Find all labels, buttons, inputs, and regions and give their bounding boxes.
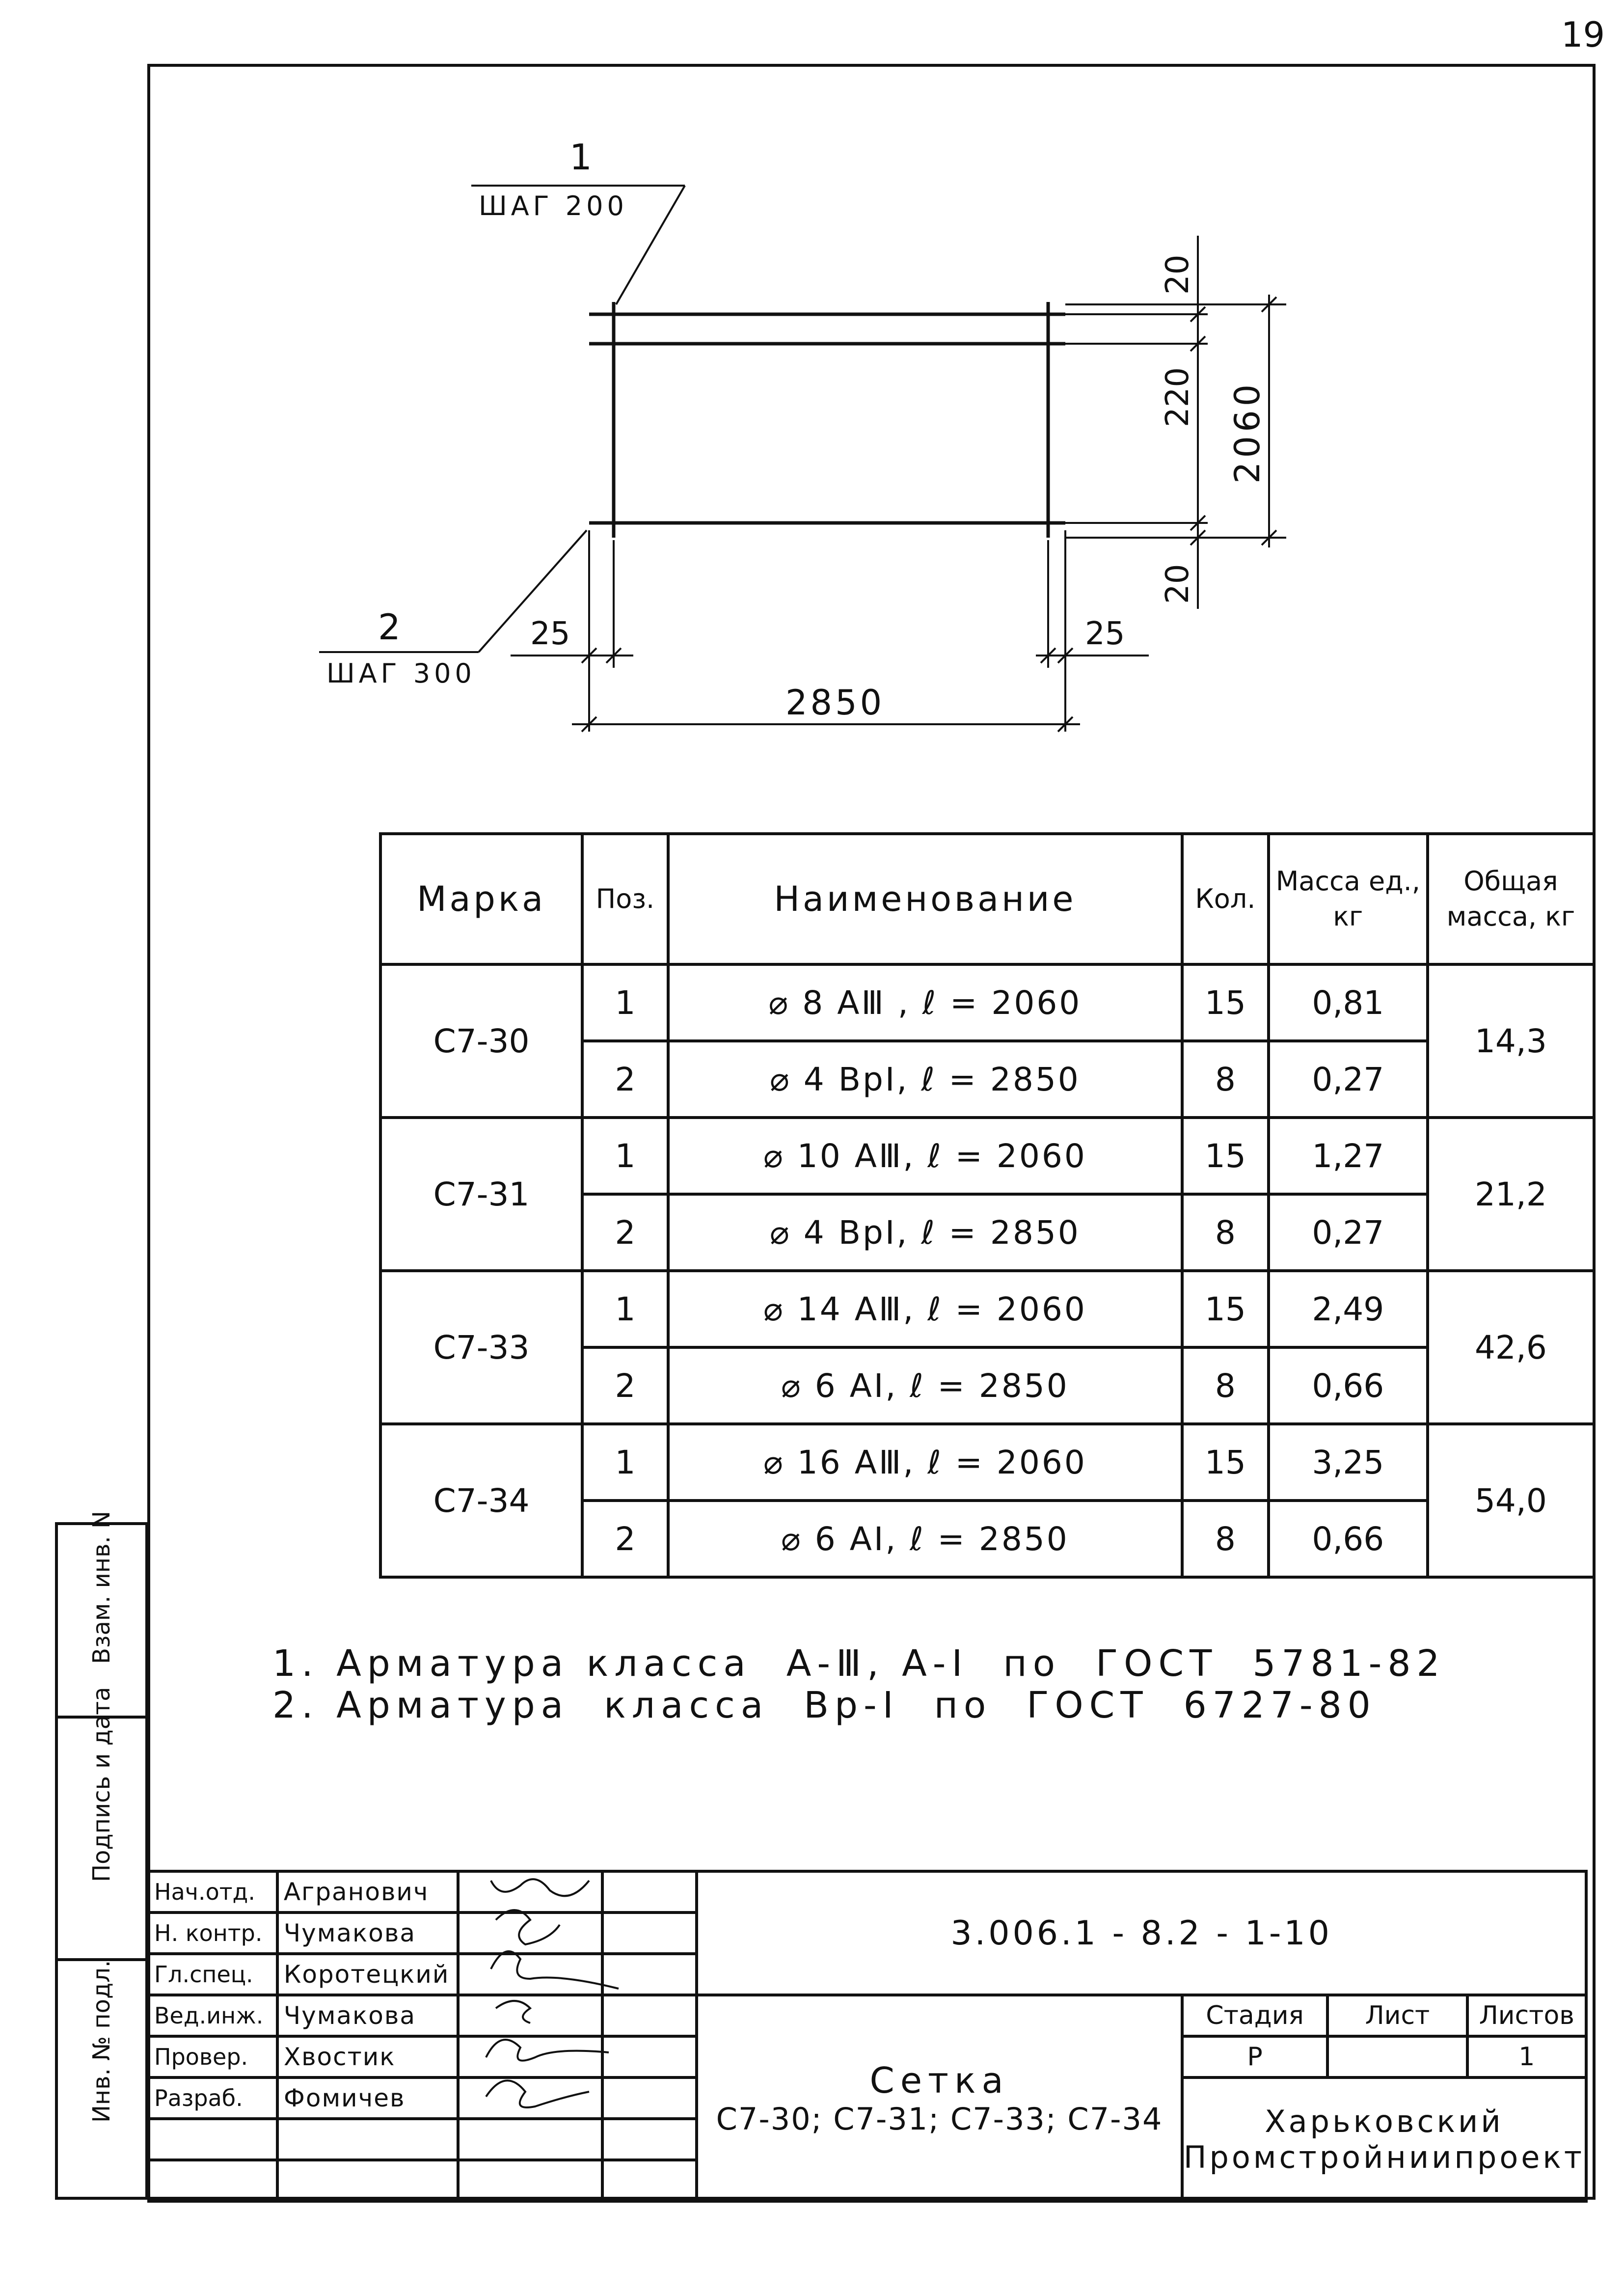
cell-name: ⌀ 6 АI, ℓ = 2850 xyxy=(668,1347,1182,1424)
sig-name: Чумакова xyxy=(277,1995,458,2036)
dim-bottom-20: 20 xyxy=(1160,564,1196,604)
cell-total: 14,3 xyxy=(1428,964,1594,1118)
cell-name: ⌀ 4 ВрI, ℓ = 2850 xyxy=(668,1041,1182,1118)
document-code: 3.006.1 - 8.2 - 1-10 xyxy=(697,1871,1586,1995)
cell-pos: 2 xyxy=(582,1041,668,1118)
cell-name: ⌀ 14 АⅢ, ℓ = 2060 xyxy=(668,1271,1182,1347)
pos1-label: 1 xyxy=(569,137,592,178)
signature-mark xyxy=(458,2036,602,2077)
header-total-mass: Общая масса, кг xyxy=(1428,834,1594,964)
header-unit-mass: Масса ед., кг xyxy=(1269,834,1428,964)
cell-pos: 1 xyxy=(582,1424,668,1501)
cell-total: 21,2 xyxy=(1428,1118,1594,1271)
cell-qty: 15 xyxy=(1182,1424,1269,1501)
cell-qty: 8 xyxy=(1182,1041,1269,1118)
cell-mass: 0,66 xyxy=(1269,1501,1428,1577)
signature-mark xyxy=(458,1871,602,1912)
cell-total: 54,0 xyxy=(1428,1424,1594,1577)
sheets-value: 1 xyxy=(1467,2036,1586,2077)
header-qty: Кол. xyxy=(1182,834,1269,964)
cell-mass: 2,49 xyxy=(1269,1271,1428,1347)
cell-pos: 1 xyxy=(582,964,668,1041)
cell-mass: 0,27 xyxy=(1269,1194,1428,1271)
cell-name: ⌀ 6 АI, ℓ = 2850 xyxy=(668,1501,1182,1577)
cell-pos: 2 xyxy=(582,1501,668,1577)
note-1: 1. Арматура класса А-Ⅲ, А-I по ГОСТ 5781-82 xyxy=(272,1642,1446,1685)
cell-mass: 0,27 xyxy=(1269,1041,1428,1118)
specification-table xyxy=(379,832,1596,1579)
cell-mark: С7-30 xyxy=(380,964,582,1118)
sheet-value xyxy=(1327,2036,1467,2077)
signature-mark xyxy=(458,1995,602,2036)
dim-top-20: 20 xyxy=(1160,254,1196,295)
organization-cell xyxy=(1182,2077,1586,2201)
sig-role: Н. контр. xyxy=(149,1912,277,1954)
cell-total: 42,6 xyxy=(1428,1271,1594,1424)
signature-mark xyxy=(458,1912,602,1954)
org-line-1: Харьковский xyxy=(1265,2104,1504,2139)
cell-mark: С7-34 xyxy=(380,1424,582,1577)
dim-2850: 2850 xyxy=(785,683,885,723)
cell-name: ⌀ 16 АⅢ, ℓ = 2060 xyxy=(668,1424,1182,1501)
pos1-step: ШАГ 200 xyxy=(479,191,628,221)
sig-name: Коротецкий xyxy=(277,1954,458,1995)
page-number: 19 xyxy=(1561,15,1605,55)
stage-label: Стадия xyxy=(1182,1995,1327,2036)
table-row xyxy=(380,1118,1594,1194)
cell-mass: 0,81 xyxy=(1269,964,1428,1041)
cell-name: ⌀ 8 АⅢ , ℓ = 2060 xyxy=(668,964,1182,1041)
sheet-subtitle: С7-30; С7-31; С7-33; С7-34 xyxy=(716,2101,1163,2137)
pos2-step: ШАГ 300 xyxy=(326,658,476,689)
strip-inv xyxy=(55,1958,148,2200)
cell-qty: 15 xyxy=(1182,1271,1269,1347)
cell-qty: 15 xyxy=(1182,964,1269,1041)
table-row xyxy=(380,1424,1594,1501)
cell-name: ⌀ 10 АⅢ, ℓ = 2060 xyxy=(668,1118,1182,1194)
note-2: 2. Арматура класса Вр-I по ГОСТ 6727-80 xyxy=(272,1684,1377,1726)
cell-qty: 8 xyxy=(1182,1194,1269,1271)
header-mark: Марка xyxy=(380,834,582,964)
cell-qty: 15 xyxy=(1182,1118,1269,1194)
sig-name: Чумакова xyxy=(277,1912,458,1954)
cell-name: ⌀ 4 ВрI, ℓ = 2850 xyxy=(668,1194,1182,1271)
strip-sign-date-label: Подпись и дата xyxy=(88,1687,115,1882)
sig-name: Агранович xyxy=(277,1871,458,1912)
header-name: Наименование xyxy=(668,834,1182,964)
sig-role: Гл.спец. xyxy=(149,1954,277,1995)
cell-pos: 1 xyxy=(582,1118,668,1194)
sheets-label: Листов xyxy=(1467,1995,1586,2036)
cell-mark: С7-31 xyxy=(380,1118,582,1271)
sig-role: Нач.отд. xyxy=(149,1871,277,1912)
stage-value: Р xyxy=(1182,2036,1327,2077)
cell-pos: 1 xyxy=(582,1271,668,1347)
strip-zam-label: Взам. инв. N xyxy=(88,1511,115,1664)
cell-mass: 1,27 xyxy=(1269,1118,1428,1194)
pos2-label: 2 xyxy=(378,606,401,648)
header-pos: Поз. xyxy=(582,834,668,964)
title-block xyxy=(147,1870,1588,2203)
sheet-title: Сетка xyxy=(869,2059,1009,2101)
sig-name: Фомичев xyxy=(277,2077,458,2119)
dim-220: 220 xyxy=(1160,367,1196,427)
strip-sign-date xyxy=(55,1687,148,1961)
cell-qty: 8 xyxy=(1182,1501,1269,1577)
sig-role: Разраб. xyxy=(149,2077,277,2119)
table-row xyxy=(380,1271,1594,1347)
signature-mark xyxy=(458,2077,602,2119)
strip-inv-label: Инв. № подл. xyxy=(88,1960,115,2123)
sig-role: Провер. xyxy=(149,2036,277,2077)
sig-name: Хвостик xyxy=(277,2036,458,2077)
dim-left-25: 25 xyxy=(530,616,570,652)
cell-pos: 2 xyxy=(582,1347,668,1424)
cell-mass: 3,25 xyxy=(1269,1424,1428,1501)
cell-mass: 0,66 xyxy=(1269,1347,1428,1424)
sig-role: Вед.инж. xyxy=(149,1995,277,2036)
cell-mark: С7-33 xyxy=(380,1271,582,1424)
sheet-label: Лист xyxy=(1327,1995,1467,2036)
title-cell xyxy=(697,1995,1182,2201)
dim-right-25: 25 xyxy=(1085,616,1125,652)
org-line-2: Промстройниипроект xyxy=(1183,2139,1585,2175)
spec-header-row xyxy=(380,834,1594,964)
dim-2060: 2060 xyxy=(1227,380,1268,484)
signature-mark xyxy=(458,1954,602,1995)
cell-pos: 2 xyxy=(582,1194,668,1271)
table-row xyxy=(380,964,1594,1041)
cell-qty: 8 xyxy=(1182,1347,1269,1424)
